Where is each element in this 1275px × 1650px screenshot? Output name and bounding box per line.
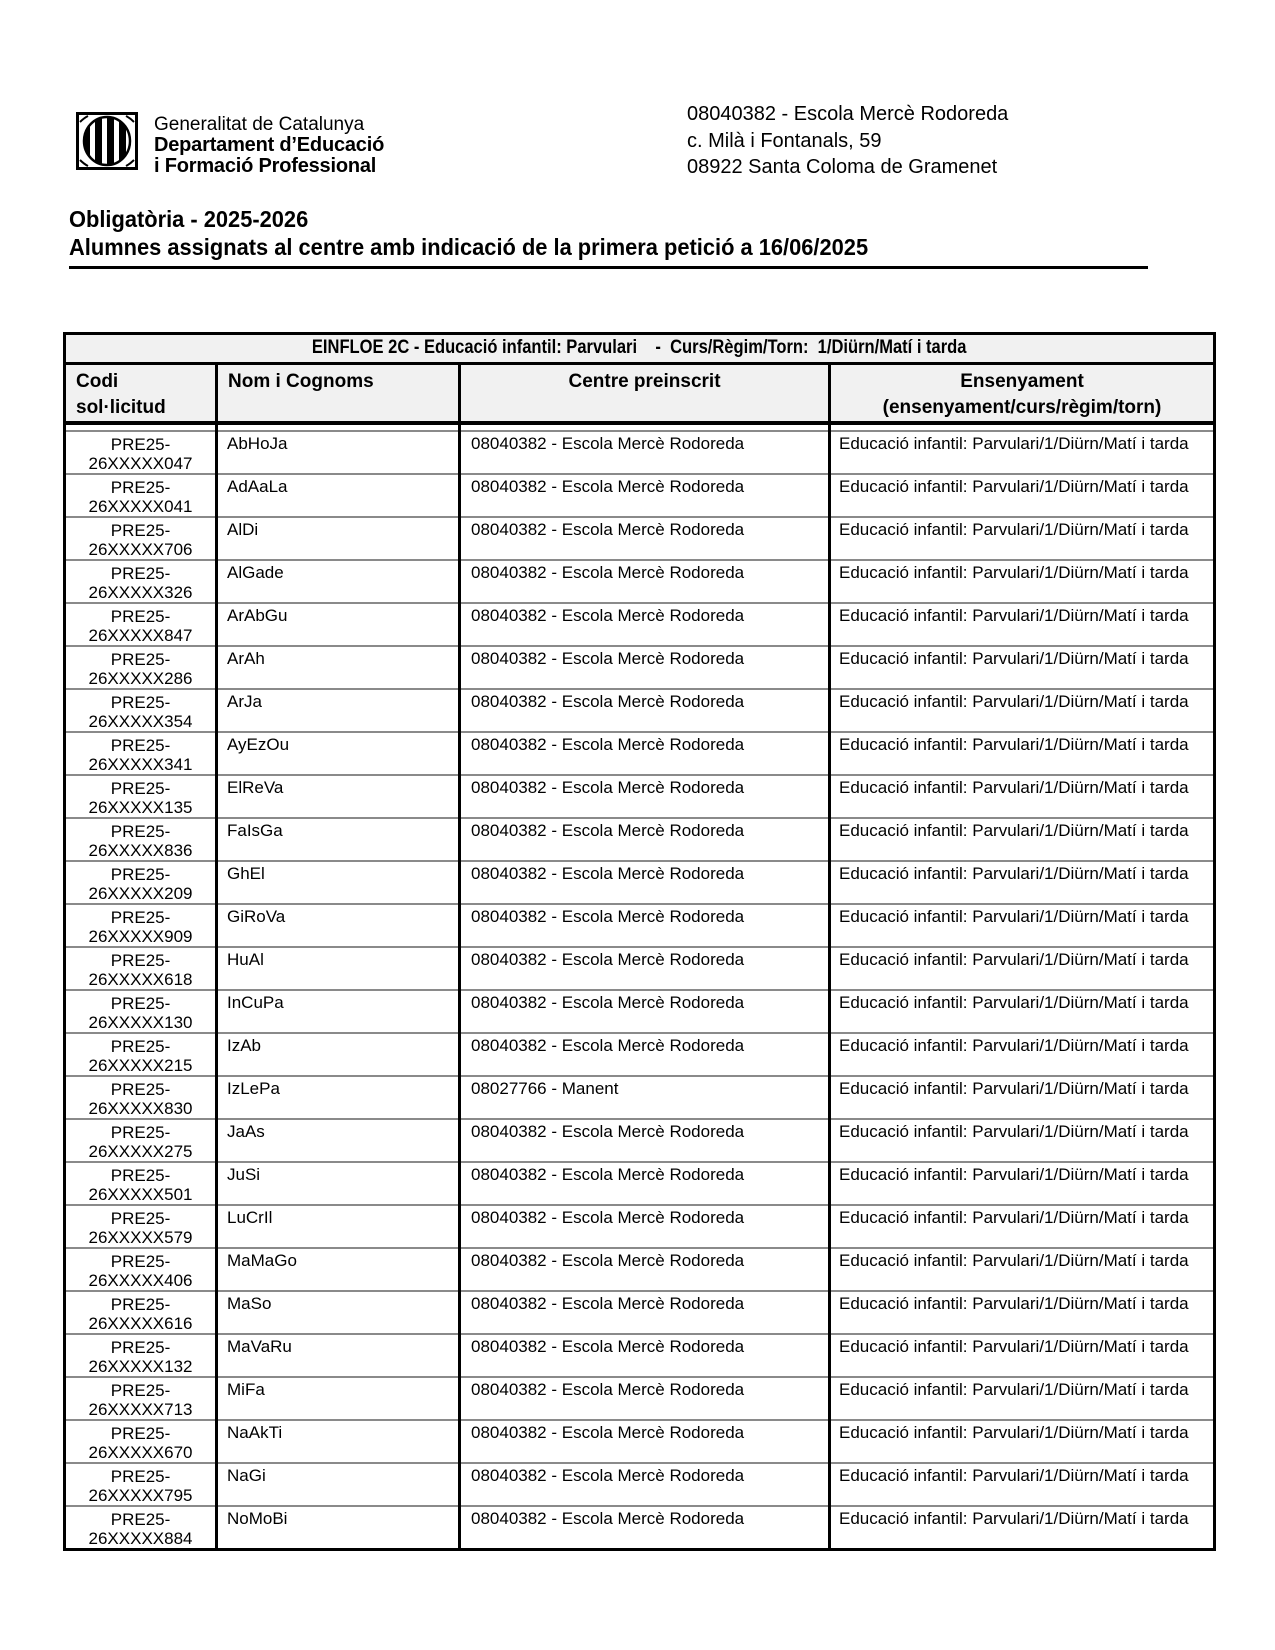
cell-nom-cognoms: ArAh bbox=[217, 646, 460, 689]
org-line-2: Departament d’Educació bbox=[154, 134, 385, 156]
cell-nom-cognoms: AyEzOu bbox=[217, 732, 460, 775]
cell-ensenyament: Educació infantil: Parvulari/1/Diürn/Matí i tarda bbox=[830, 818, 1215, 861]
table-row bbox=[65, 474, 1215, 517]
cell-nom-cognoms: AlGade bbox=[217, 560, 460, 603]
cell-codi-sollicitud: PRE25- 26XXXXX713 bbox=[65, 1377, 217, 1420]
cell-codi-sollicitud: PRE25- 26XXXXX830 bbox=[65, 1076, 217, 1119]
cell-centre-preinscrit: 08040382 - Escola Mercè Rodoreda bbox=[460, 1420, 830, 1463]
table-group-header-row bbox=[65, 334, 1215, 364]
cell-centre-preinscrit: 08040382 - Escola Mercè Rodoreda bbox=[460, 1248, 830, 1291]
cell-codi-sollicitud: PRE25- 26XXXXX618 bbox=[65, 947, 217, 990]
cell-ensenyament: Educació infantil: Parvulari/1/Diürn/Matí i tarda bbox=[830, 861, 1215, 904]
cell-ensenyament: Educació infantil: Parvulari/1/Diürn/Matí i tarda bbox=[830, 603, 1215, 646]
cell-centre-preinscrit: 08040382 - Escola Mercè Rodoreda bbox=[460, 689, 830, 732]
table-row bbox=[65, 431, 1215, 474]
table-row bbox=[65, 947, 1215, 990]
cell-centre-preinscrit: 08040382 - Escola Mercè Rodoreda bbox=[460, 474, 830, 517]
cell-nom-cognoms: GiRoVa bbox=[217, 904, 460, 947]
cell-codi-sollicitud: PRE25- 26XXXXX884 bbox=[65, 1506, 217, 1550]
cell-centre-preinscrit: 08040382 - Escola Mercè Rodoreda bbox=[460, 1033, 830, 1076]
cell-codi-sollicitud: PRE25- 26XXXXX341 bbox=[65, 732, 217, 775]
cell-ensenyament: Educació infantil: Parvulari/1/Diürn/Matí i tarda bbox=[830, 990, 1215, 1033]
cell-ensenyament: Educació infantil: Parvulari/1/Diürn/Matí i tarda bbox=[830, 1377, 1215, 1420]
cell-nom-cognoms: AdAaLa bbox=[217, 474, 460, 517]
school-code-name: 08040382 - Escola Mercè Rodoreda bbox=[687, 103, 1009, 125]
cell-ensenyament: Educació infantil: Parvulari/1/Diürn/Matí i tarda bbox=[830, 646, 1215, 689]
cell-codi-sollicitud: PRE25- 26XXXXX616 bbox=[65, 1291, 217, 1334]
cell-codi-sollicitud: PRE25- 26XXXXX836 bbox=[65, 818, 217, 861]
cell-codi-sollicitud: PRE25- 26XXXXX706 bbox=[65, 517, 217, 560]
table-spacer-row bbox=[65, 423, 1215, 431]
table-row bbox=[65, 775, 1215, 818]
school-address-block bbox=[687, 101, 1008, 181]
cell-ensenyament: Educació infantil: Parvulari/1/Diürn/Matí i tarda bbox=[830, 689, 1215, 732]
cell-centre-preinscrit: 08040382 - Escola Mercè Rodoreda bbox=[460, 431, 830, 474]
cell-codi-sollicitud: PRE25- 26XXXXX209 bbox=[65, 861, 217, 904]
cell-nom-cognoms: HuAl bbox=[217, 947, 460, 990]
cell-codi-sollicitud: PRE25- 26XXXXX847 bbox=[65, 603, 217, 646]
cell-nom-cognoms: FaIsGa bbox=[217, 818, 460, 861]
cell-nom-cognoms: ElReVa bbox=[217, 775, 460, 818]
cell-ensenyament: Educació infantil: Parvulari/1/Diürn/Matí i tarda bbox=[830, 1463, 1215, 1506]
title-line-1: Obligatòria - 2025-2026 bbox=[69, 206, 309, 232]
column-header-codi bbox=[65, 364, 217, 424]
cell-codi-sollicitud: PRE25- 26XXXXX135 bbox=[65, 775, 217, 818]
cell-codi-sollicitud: PRE25- 26XXXXX579 bbox=[65, 1205, 217, 1248]
cell-centre-preinscrit: 08040382 - Escola Mercè Rodoreda bbox=[460, 603, 830, 646]
cell-centre-preinscrit: 08040382 - Escola Mercè Rodoreda bbox=[460, 990, 830, 1033]
table-row bbox=[65, 517, 1215, 560]
table-row bbox=[65, 1119, 1215, 1162]
cell-nom-cognoms: LuCrIl bbox=[217, 1205, 460, 1248]
cell-nom-cognoms: IzAb bbox=[217, 1033, 460, 1076]
cell-nom-cognoms: JaAs bbox=[217, 1119, 460, 1162]
cell-nom-cognoms: ArJa bbox=[217, 689, 460, 732]
cell-ensenyament: Educació infantil: Parvulari/1/Diürn/Matí i tarda bbox=[830, 1420, 1215, 1463]
table-row bbox=[65, 689, 1215, 732]
cell-codi-sollicitud: PRE25- 26XXXXX275 bbox=[65, 1119, 217, 1162]
school-street: c. Milà i Fontanals, 59 bbox=[687, 129, 882, 152]
group-header-text: EINFLOE 2C - Educació infantil: Parvulari - Curs/Règim/Torn: 1/Diürn/Matí i tarda bbox=[312, 337, 967, 358]
cell-ensenyament: Educació infantil: Parvulari/1/Diürn/Matí i tarda bbox=[830, 1033, 1215, 1076]
cell-ensenyament: Educació infantil: Parvulari/1/Diürn/Matí i tarda bbox=[830, 775, 1215, 818]
codi-header-line2: sol·licitud bbox=[76, 397, 166, 418]
cell-nom-cognoms: MiFa bbox=[217, 1377, 460, 1420]
table-row bbox=[65, 1377, 1215, 1420]
table-row bbox=[65, 818, 1215, 861]
cell-centre-preinscrit: 08040382 - Escola Mercè Rodoreda bbox=[460, 818, 830, 861]
cell-ensenyament: Educació infantil: Parvulari/1/Diürn/Matí i tarda bbox=[830, 517, 1215, 560]
cell-centre-preinscrit: 08040382 - Escola Mercè Rodoreda bbox=[460, 646, 830, 689]
cell-centre-preinscrit: 08040382 - Escola Mercè Rodoreda bbox=[460, 517, 830, 560]
ensenyament-header-line2: (ensenyament/curs/règim/torn) bbox=[882, 397, 1162, 418]
cell-ensenyament: Educació infantil: Parvulari/1/Diürn/Matí i tarda bbox=[830, 904, 1215, 947]
table-row bbox=[65, 990, 1215, 1033]
header-brand bbox=[76, 112, 384, 177]
cell-ensenyament: Educació infantil: Parvulari/1/Diürn/Matí i tarda bbox=[830, 1506, 1215, 1550]
cell-codi-sollicitud: PRE25- 26XXXXX406 bbox=[65, 1248, 217, 1291]
table-row bbox=[65, 603, 1215, 646]
cell-nom-cognoms: NaAkTi bbox=[217, 1420, 460, 1463]
cell-codi-sollicitud: PRE25- 26XXXXX132 bbox=[65, 1334, 217, 1377]
cell-codi-sollicitud: PRE25- 26XXXXX909 bbox=[65, 904, 217, 947]
cell-nom-cognoms: AbHoJa bbox=[217, 431, 460, 474]
table-row bbox=[65, 1291, 1215, 1334]
cell-codi-sollicitud: PRE25- 26XXXXX670 bbox=[65, 1420, 217, 1463]
cell-codi-sollicitud: PRE25- 26XXXXX286 bbox=[65, 646, 217, 689]
table-row bbox=[65, 560, 1215, 603]
cell-ensenyament: Educació infantil: Parvulari/1/Diürn/Matí i tarda bbox=[830, 732, 1215, 775]
document-title-block bbox=[69, 205, 1148, 269]
table-row bbox=[65, 646, 1215, 689]
cell-ensenyament: Educació infantil: Parvulari/1/Diürn/Matí i tarda bbox=[830, 1334, 1215, 1377]
cell-ensenyament: Educació infantil: Parvulari/1/Diürn/Matí i tarda bbox=[830, 1076, 1215, 1119]
cell-ensenyament: Educació infantil: Parvulari/1/Diürn/Matí i tarda bbox=[830, 431, 1215, 474]
cell-codi-sollicitud: PRE25- 26XXXXX130 bbox=[65, 990, 217, 1033]
cell-centre-preinscrit: 08040382 - Escola Mercè Rodoreda bbox=[460, 1205, 830, 1248]
cell-codi-sollicitud: PRE25- 26XXXXX047 bbox=[65, 431, 217, 474]
table-row bbox=[65, 1420, 1215, 1463]
cell-centre-preinscrit: 08040382 - Escola Mercè Rodoreda bbox=[460, 861, 830, 904]
cell-centre-preinscrit: 08040382 - Escola Mercè Rodoreda bbox=[460, 1119, 830, 1162]
cell-centre-preinscrit: 08040382 - Escola Mercè Rodoreda bbox=[460, 1463, 830, 1506]
table-row bbox=[65, 861, 1215, 904]
table-row bbox=[65, 1205, 1215, 1248]
cell-ensenyament: Educació infantil: Parvulari/1/Diürn/Matí i tarda bbox=[830, 560, 1215, 603]
title-line-2: Alumnes assignats al centre amb indicació de la primera petició a 16/06/2025 bbox=[69, 234, 869, 260]
cell-nom-cognoms: NaGi bbox=[217, 1463, 460, 1506]
table-row bbox=[65, 732, 1215, 775]
cell-nom-cognoms: MaVaRu bbox=[217, 1334, 460, 1377]
cell-ensenyament: Educació infantil: Parvulari/1/Diürn/Matí i tarda bbox=[830, 1291, 1215, 1334]
cell-centre-preinscrit: 08040382 - Escola Mercè Rodoreda bbox=[460, 1334, 830, 1377]
cell-ensenyament: Educació infantil: Parvulari/1/Diürn/Matí i tarda bbox=[830, 474, 1215, 517]
ensenyament-header-line1: Ensenyament bbox=[960, 371, 1084, 392]
column-header-centre: Centre preinscrit bbox=[460, 364, 830, 424]
column-header-nom: Nom i Cognoms bbox=[217, 364, 460, 424]
title-underline bbox=[69, 266, 1148, 269]
codi-header-line1: Codi bbox=[76, 371, 119, 392]
column-header-ensenyament bbox=[830, 364, 1215, 424]
cell-nom-cognoms: AlDi bbox=[217, 517, 460, 560]
assignments-table bbox=[63, 332, 1216, 1551]
cell-centre-preinscrit: 08040382 - Escola Mercè Rodoreda bbox=[460, 1291, 830, 1334]
org-line-1: Generalitat de Catalunya bbox=[154, 114, 365, 135]
cell-centre-preinscrit: 08040382 - Escola Mercè Rodoreda bbox=[460, 1506, 830, 1550]
cell-centre-preinscrit: 08027766 - Manent bbox=[460, 1076, 830, 1119]
cell-codi-sollicitud: PRE25- 26XXXXX326 bbox=[65, 560, 217, 603]
cell-codi-sollicitud: PRE25- 26XXXXX501 bbox=[65, 1162, 217, 1205]
cell-nom-cognoms: JuSi bbox=[217, 1162, 460, 1205]
cell-nom-cognoms: MaSo bbox=[217, 1291, 460, 1334]
cell-nom-cognoms: MaMaGo bbox=[217, 1248, 460, 1291]
table-column-header-row bbox=[65, 364, 1215, 424]
generalitat-logo-icon bbox=[76, 112, 138, 170]
cell-nom-cognoms: InCuPa bbox=[217, 990, 460, 1033]
cell-nom-cognoms: ArAbGu bbox=[217, 603, 460, 646]
table-row bbox=[65, 1162, 1215, 1205]
school-city: 08922 Santa Coloma de Gramenet bbox=[687, 156, 998, 178]
cell-nom-cognoms: NoMoBi bbox=[217, 1506, 460, 1550]
table-row bbox=[65, 1248, 1215, 1291]
group-header-cell bbox=[65, 334, 1215, 364]
table-row bbox=[65, 904, 1215, 947]
cell-centre-preinscrit: 08040382 - Escola Mercè Rodoreda bbox=[460, 732, 830, 775]
org-name-block bbox=[154, 112, 384, 177]
cell-ensenyament: Educació infantil: Parvulari/1/Diürn/Matí i tarda bbox=[830, 1162, 1215, 1205]
cell-centre-preinscrit: 08040382 - Escola Mercè Rodoreda bbox=[460, 904, 830, 947]
cell-centre-preinscrit: 08040382 - Escola Mercè Rodoreda bbox=[460, 775, 830, 818]
table-row bbox=[65, 1076, 1215, 1119]
cell-centre-preinscrit: 08040382 - Escola Mercè Rodoreda bbox=[460, 1377, 830, 1420]
cell-centre-preinscrit: 08040382 - Escola Mercè Rodoreda bbox=[460, 1162, 830, 1205]
cell-codi-sollicitud: PRE25- 26XXXXX795 bbox=[65, 1463, 217, 1506]
table-row bbox=[65, 1463, 1215, 1506]
cell-centre-preinscrit: 08040382 - Escola Mercè Rodoreda bbox=[460, 947, 830, 990]
cell-codi-sollicitud: PRE25- 26XXXXX041 bbox=[65, 474, 217, 517]
cell-centre-preinscrit: 08040382 - Escola Mercè Rodoreda bbox=[460, 560, 830, 603]
org-line-3: i Formació Professional bbox=[154, 155, 377, 177]
cell-ensenyament: Educació infantil: Parvulari/1/Diürn/Matí i tarda bbox=[830, 1248, 1215, 1291]
table-body bbox=[65, 423, 1215, 1550]
cell-nom-cognoms: IzLePa bbox=[217, 1076, 460, 1119]
cell-ensenyament: Educació infantil: Parvulari/1/Diürn/Matí i tarda bbox=[830, 947, 1215, 990]
cell-ensenyament: Educació infantil: Parvulari/1/Diürn/Matí i tarda bbox=[830, 1205, 1215, 1248]
cell-codi-sollicitud: PRE25- 26XXXXX215 bbox=[65, 1033, 217, 1076]
table-row bbox=[65, 1033, 1215, 1076]
cell-codi-sollicitud: PRE25- 26XXXXX354 bbox=[65, 689, 217, 732]
cell-nom-cognoms: GhEl bbox=[217, 861, 460, 904]
table-row bbox=[65, 1334, 1215, 1377]
cell-ensenyament: Educació infantil: Parvulari/1/Diürn/Matí i tarda bbox=[830, 1119, 1215, 1162]
table-row bbox=[65, 1506, 1215, 1550]
